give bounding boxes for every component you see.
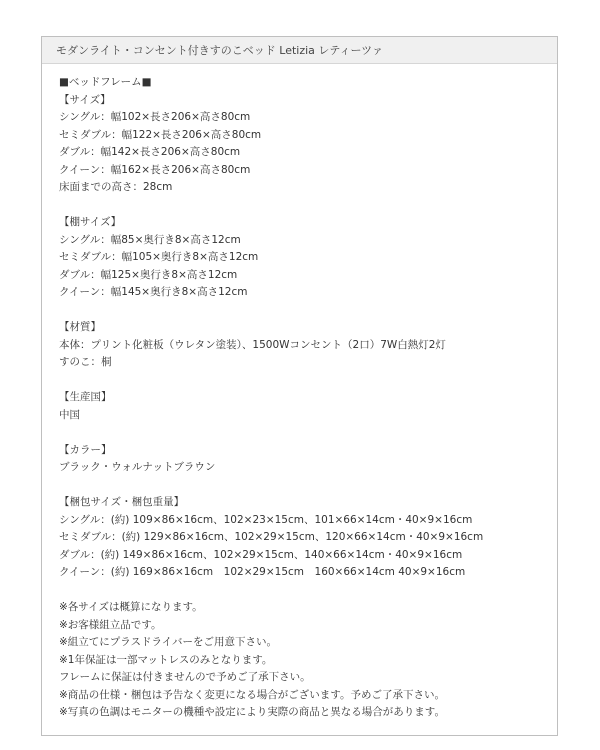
spec-line: ダブル：幅142×長さ206×高さ80cm — [59, 146, 241, 158]
spec-line: ※1年保証は一部マットレスのみとなります。 — [59, 653, 273, 666]
spec-section — [59, 494, 557, 582]
spec-line: ■ベッドフレーム■ — [59, 76, 152, 88]
spec-line: 床面までの高さ：28cm — [59, 181, 173, 193]
spec-line: すのこ：桐 — [59, 356, 112, 368]
spec-line: 【カラー】 — [59, 443, 112, 456]
spec-box — [41, 36, 558, 736]
spec-line: クイーン：幅145×奥行き8×高さ12cm — [59, 286, 248, 298]
spec-section — [59, 389, 557, 424]
spec-line: 本体：プリント化粧板（ウレタン塗装）、1500Wコンセント（2口）7W白熱灯2灯 — [59, 338, 446, 351]
spec-line: 【材質】 — [59, 321, 101, 333]
spec-title: モダンライト・コンセント付きすのこベッド Letizia レティーツァ — [42, 37, 557, 64]
spec-section — [59, 319, 557, 372]
spec-line: シングル：幅102×長さ206×高さ80cm — [59, 111, 251, 123]
spec-line: 【サイズ】 — [59, 93, 111, 106]
spec-section — [59, 599, 557, 722]
spec-line: シングル：(約) 109×86×16cm、102×23×15cm、101×66×14cm・40×9×16cm — [59, 513, 473, 526]
spec-line: ダブル：(約) 149×86×16cm、102×29×15cm、140×66×14cm・40×9×16cm — [59, 548, 463, 561]
spec-line: 【棚サイズ】 — [59, 216, 122, 228]
spec-section — [59, 74, 557, 197]
spec-line: フレームに保証は付きませんので予めご了承下さい。 — [59, 671, 311, 683]
spec-line: ※お客様組立品です。 — [59, 618, 162, 631]
spec-section — [59, 442, 557, 477]
spec-line: ※商品の仕様・梱包は予告なく変更になる場合がございます。予めご了承下さい。 — [59, 688, 445, 701]
spec-line: ※組立てにプラスドライバーをご用意下さい。 — [59, 636, 277, 648]
spec-line: シングル：幅85×奥行き8×高さ12cm — [59, 233, 241, 246]
spec-line: 【梱包サイズ・梱包重量】 — [59, 496, 185, 508]
spec-line: セミダブル：幅105×奥行き8×高さ12cm — [59, 251, 259, 263]
spec-line: クイーン：幅162×長さ206×高さ80cm — [59, 163, 251, 176]
spec-line: セミダブル：幅122×長さ206×高さ80cm — [59, 128, 262, 141]
spec-line: 中国 — [59, 408, 80, 421]
spec-line: 【生産国】 — [59, 391, 112, 403]
spec-line: セミダブル：(約) 129×86×16cm、102×29×15cm、120×66×14cm・40×9×16cm — [59, 531, 484, 543]
spec-section — [59, 214, 557, 302]
spec-line: クイーン：(約) 169×86×16cm 102×29×15cm 160×66×14cm 40×9×16cm — [59, 566, 466, 578]
spec-line: ※写真の色調はモニターの機種や設定により実際の商品と異なる場合があります。 — [59, 706, 445, 718]
spec-line: ※各サイズは概算になります。 — [59, 601, 203, 613]
spec-body — [42, 64, 557, 722]
spec-line: ブラック・ウォルナットブラウン — [59, 461, 216, 473]
spec-line: ダブル：幅125×奥行き8×高さ12cm — [59, 268, 238, 281]
